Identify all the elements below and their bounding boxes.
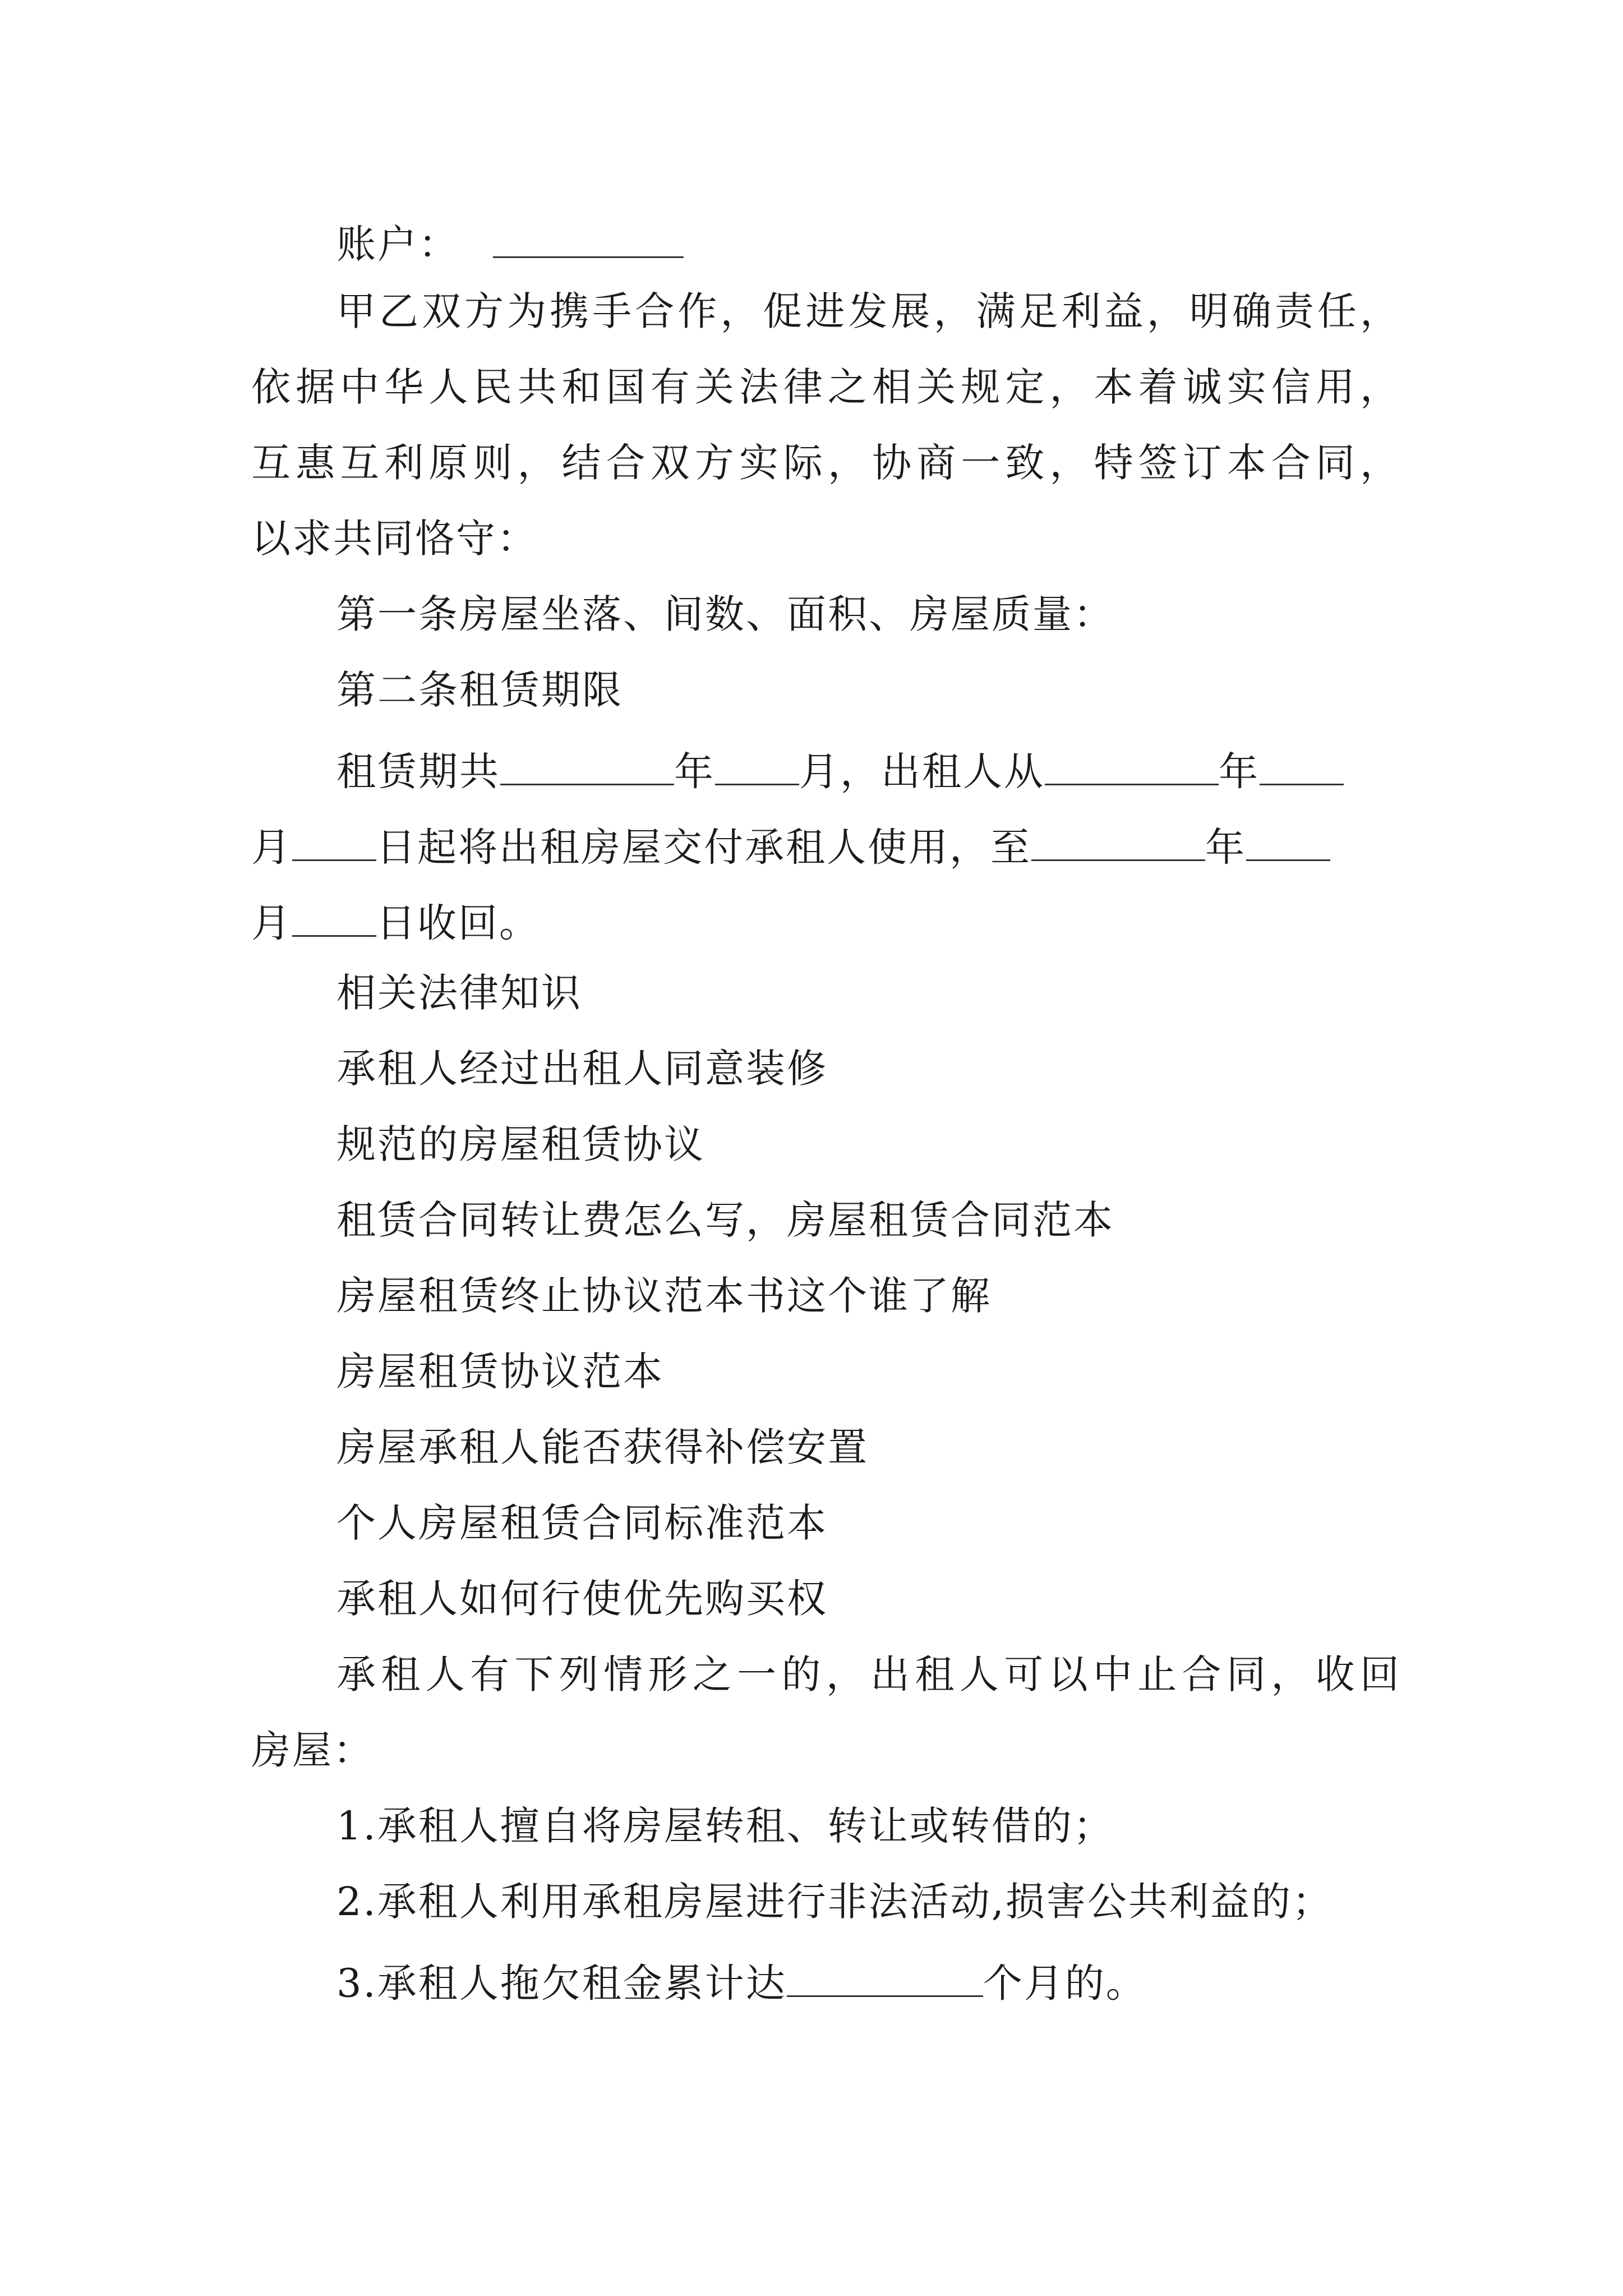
start-month-blank — [1260, 746, 1344, 785]
lease-text-7: 年 — [1205, 824, 1246, 871]
arrears-months-blank — [787, 1958, 983, 1997]
lease-text-5: 月 — [251, 824, 292, 871]
account-blank — [493, 219, 684, 258]
account-label: 账户： — [336, 221, 459, 268]
lease-text-3: 月，出租人从 — [799, 748, 1045, 795]
preamble-line-3: 互惠互利原则，结合双方实际，协商一致，特签订本合同， — [251, 440, 1401, 486]
lease-text-2: 年 — [674, 748, 715, 795]
item-3-text-end: 个月的。 — [983, 1960, 1147, 2007]
preamble-line-4: 以求共同恪守： — [251, 516, 538, 562]
related-link-6[interactable]: 房屋承租人能否获得补偿安置 — [336, 1424, 869, 1470]
lease-years-blank — [500, 746, 674, 785]
lease-line-1 — [336, 746, 1344, 795]
lease-text-6: 日起将出租房屋交付承租人使用，至 — [376, 824, 1031, 871]
item-3-text-start: 3.承租人拖欠租金累计达 — [336, 1960, 787, 2007]
related-link-2[interactable]: 规范的房屋租赁协议 — [336, 1121, 705, 1167]
item-2: 2.承租人利用承租房屋进行非法活动,损害公共利益的； — [336, 1879, 1334, 1925]
related-link-1[interactable]: 承租人经过出租人同意装修 — [336, 1046, 828, 1092]
item-3 — [336, 1958, 1147, 2007]
related-link-4[interactable]: 房屋租赁终止协议范本书这个谁了解 — [336, 1273, 992, 1319]
related-link-3[interactable]: 租赁合同转让费怎么写，房屋租赁合同范本 — [336, 1197, 1114, 1243]
item-1: 1.承租人擅自将房屋转租、转让或转借的； — [336, 1803, 1114, 1849]
lease-text-8: 月 — [251, 900, 292, 946]
lease-months-blank — [715, 746, 799, 785]
article-1: 第一条房屋坐落、间数、面积、房屋质量： — [336, 591, 1114, 637]
end-month-blank — [1246, 822, 1330, 861]
termination-line-1: 承租人有下列情形之一的，出租人可以中止合同，收回 — [336, 1651, 1401, 1697]
start-day-blank — [292, 822, 376, 861]
preamble-line-1: 甲乙双方为携手合作，促进发展，满足利益，明确责任， — [336, 288, 1401, 334]
end-day-blank — [292, 898, 376, 937]
article-2: 第二条租赁期限 — [336, 667, 623, 713]
related-link-5[interactable]: 房屋租赁协议范本 — [336, 1349, 664, 1395]
preamble-line-2: 依据中华人民共和国有关法律之相关规定，本着诚实信用， — [251, 364, 1401, 410]
termination-line-2: 房屋： — [251, 1727, 374, 1773]
lease-text-1: 租赁期共 — [336, 748, 500, 795]
related-heading: 相关法律知识 — [336, 970, 582, 1016]
related-link-7[interactable]: 个人房屋租赁合同标准范本 — [336, 1500, 828, 1546]
lease-line-2 — [251, 822, 1330, 871]
account-line — [336, 219, 684, 268]
related-link-8[interactable]: 承租人如何行使优先购买权 — [336, 1576, 828, 1622]
end-year-blank — [1031, 822, 1205, 861]
lease-line-3 — [251, 898, 540, 946]
lease-text-4: 年 — [1219, 748, 1260, 795]
lease-text-9: 日收回。 — [376, 900, 540, 946]
start-year-blank — [1045, 746, 1219, 785]
